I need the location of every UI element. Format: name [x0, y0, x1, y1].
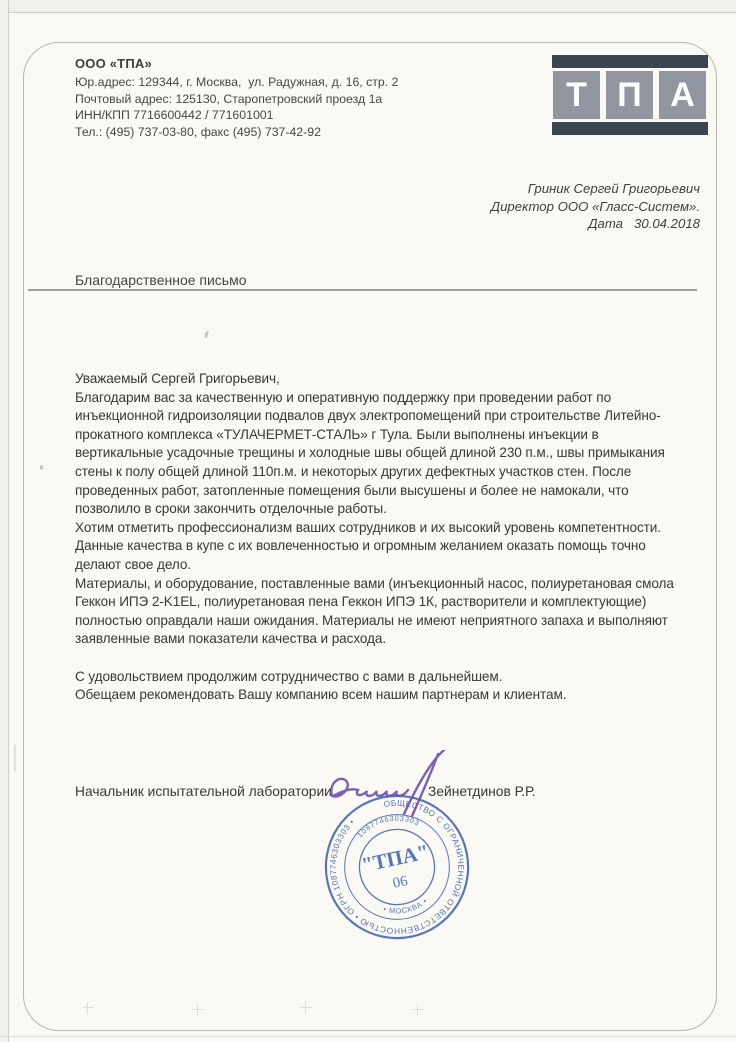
body-line: вертикальные усадочные трещины и холодные швы общей длиной 230 п.м., швы примыкания: [75, 445, 665, 461]
body-line: Хотим отметить профессионализм ваших сотрудников и их высокий уровень компетентности.: [75, 519, 661, 535]
paper-edge-bottom: [0, 1036, 736, 1037]
body-line: Уважаемый Сергей Григорьевич,: [75, 371, 280, 386]
tpa-logo: [552, 55, 708, 135]
body-line: [75, 649, 707, 668]
logo-letter-tile: А: [659, 71, 706, 119]
paper-edge-left: [0, 0, 9, 1042]
body-line: инъекционной гидроизоляции подвалов двух электропомещений при строительстве Литейно-: [75, 408, 661, 424]
logo-top-bar: [552, 55, 708, 68]
addressee-line: Гриник Сергей Григорьевич: [527, 181, 700, 196]
stamp-center-number: 06: [391, 873, 410, 892]
addressee-line: Дата 30.04.2018: [588, 216, 700, 231]
company-address-line: Тел.: (495) 737-03-80, факс (495) 737-42-92: [75, 124, 321, 139]
logo-bottom-bar: [552, 122, 708, 135]
body-line: стены к полу общей длиной 110п.м. и некоторых других дефектных участков стен. После: [75, 463, 632, 479]
letter-title: Благодарственное письмо: [75, 272, 247, 288]
paper-edge-top: [0, 0, 736, 13]
company-name: ООО «ТПА»: [75, 56, 152, 71]
body-line: Материалы, и оборудование, поставленные вами (инъекционный насос, полиуретановая смола: [75, 575, 674, 591]
body-line: прокатного комплекса «ТУЛАЧЕРМЕТ-СТАЛЬ» г Тула. Были выполнены инъекции в: [75, 426, 599, 442]
scan-artifact: [192, 1004, 204, 1016]
signer-name: Зейнетдинов Р.Р.: [428, 784, 536, 799]
body-line: делают свое дело.: [75, 556, 191, 572]
body-line: Геккон ИПЭ 2-K1EL, полиуретановая пена Геккон ИПЭ 1К, растворители и комплектующие): [75, 594, 647, 610]
company-header: [75, 56, 495, 140]
addressee-block: [400, 180, 700, 233]
signer-role: Начальник испытательной лаборатории: [75, 784, 332, 799]
logo-letter-tile: Т: [553, 71, 600, 119]
body-line: полностью оправдали наши ожидания. Материалы не имеют неприятного запаха и выполняют: [75, 612, 668, 628]
company-address-line: Юр.адрес: 129344, г. Москва, ул. Радужная, д. 16, стр. 2: [75, 75, 399, 89]
stamp-inner-ring-bottom-text: • МОСКВА •: [382, 896, 430, 916]
addressee-line: Директор ООО «Гласс-Систем».: [490, 198, 700, 214]
stamp-inner-ring-top-text: 1087746303303: [355, 813, 422, 840]
body-line: проведенных работ, затопленные помещения были высушены и более не намокали, что: [75, 482, 629, 498]
body-line: Данные качества в купе с их вовлеченностью и огромным желанием оказать помощь точно: [75, 538, 646, 554]
letter-body: [75, 370, 707, 705]
body-line: позволило в сроки закончить отделочные работы.: [75, 501, 387, 517]
stamp-center-name: "ТПА": [359, 841, 431, 878]
scan-artifact: [40, 465, 44, 470]
body-line: Обещаем рекомендовать Вашу компанию всем нашим партнерам и клиентам.: [75, 687, 567, 703]
company-address-lines: [75, 74, 495, 140]
scan-artifact: [14, 745, 16, 771]
company-address-line: ИНН/КПП 7716600442 / 771601001: [75, 108, 274, 122]
scan-artifact: [82, 1002, 94, 1014]
logo-letter-tiles: [553, 71, 707, 119]
body-line: С удовольствием продолжим сотрудничество с вами в дальнейшем.: [75, 668, 503, 684]
stamp-outer-ring-text: ОБЩЕСТВО С ОГРАНИЧЕННОЙ ОТВЕТСТВЕННОСТЬЮ • ОГРН 1087746303303 •: [327, 797, 467, 937]
title-underline: [28, 289, 697, 291]
scan-artifact: [412, 1004, 424, 1016]
handwritten-signature: [322, 750, 472, 818]
logo-letter-tile: П: [606, 71, 653, 119]
scan-artifact: [300, 1002, 312, 1014]
body-line: заявленные вами показатели качества и расхода.: [75, 631, 387, 647]
company-address-line: Почтовый адрес: 125130, Старопетровский проезд 1а: [75, 91, 383, 106]
body-line: Благодарим вас за качественную и оперативную поддержку при проведении работ по: [75, 389, 612, 405]
svg-text:• МОСКВА •: [381, 895, 431, 919]
